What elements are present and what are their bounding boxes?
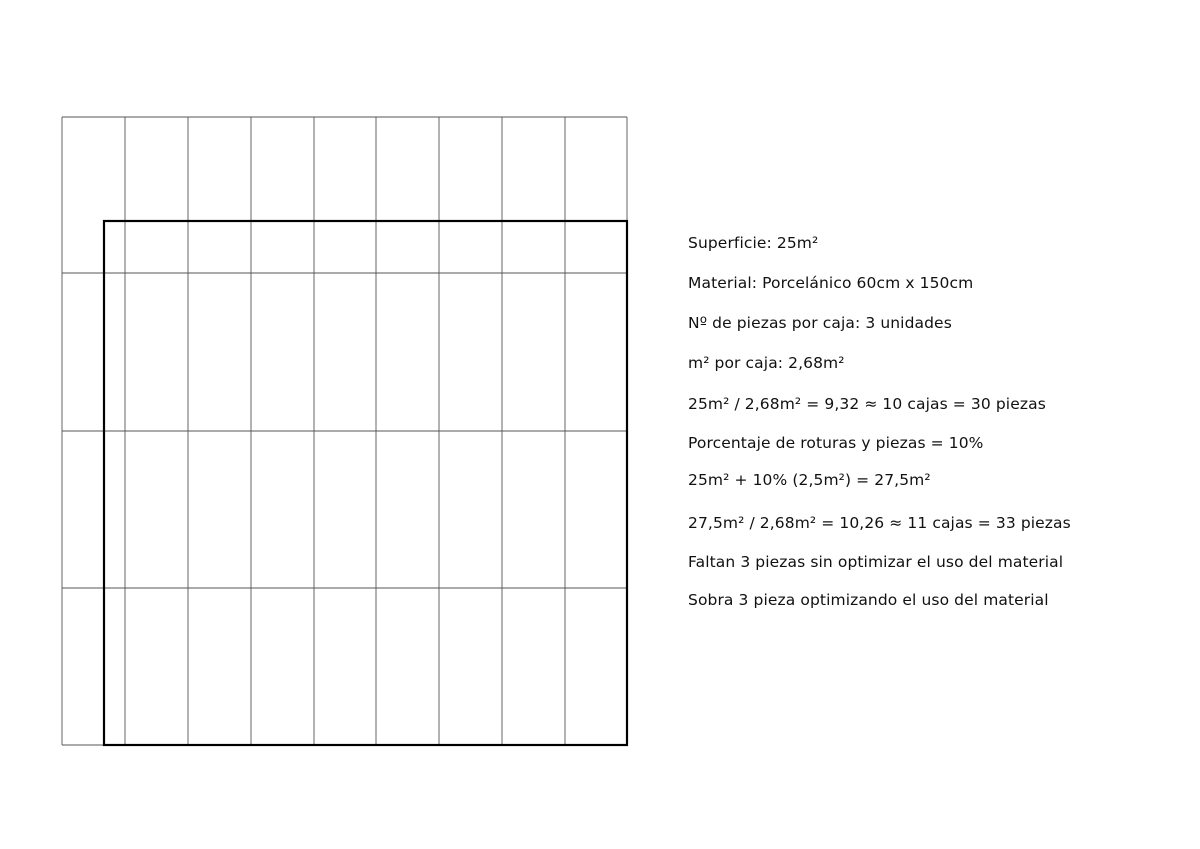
room-outline xyxy=(104,221,627,745)
note-boxes-with-margin: 27,5m² / 2,68m² = 10,26 ≈ 11 cajas = 33 piezas xyxy=(688,514,1071,532)
note-material: Material: Porcelánico 60cm x 150cm xyxy=(688,274,974,292)
calculation-notes xyxy=(688,0,1188,849)
note-boxes-calculation: 25m² / 2,68m² = 9,32 ≈ 10 cajas = 30 piezas xyxy=(688,395,1046,413)
note-missing-pieces: Faltan 3 piezas sin optimizar el uso del material xyxy=(688,553,1064,571)
note-m2-per-box: m² por caja: 2,68m² xyxy=(688,354,845,372)
note-surface: Superficie: 25m² xyxy=(688,234,819,252)
note-pieces-per-box: Nº de piezas por caja: 3 unidades xyxy=(688,314,952,332)
note-area-with-margin: 25m² + 10% (2,5m²) = 27,5m² xyxy=(688,471,931,489)
note-surplus-pieces: Sobra 3 pieza optimizando el uso del material xyxy=(688,591,1049,609)
tile-grid xyxy=(62,117,627,745)
note-breakage-percentage: Porcentaje de roturas y piezas = 10% xyxy=(688,434,984,452)
